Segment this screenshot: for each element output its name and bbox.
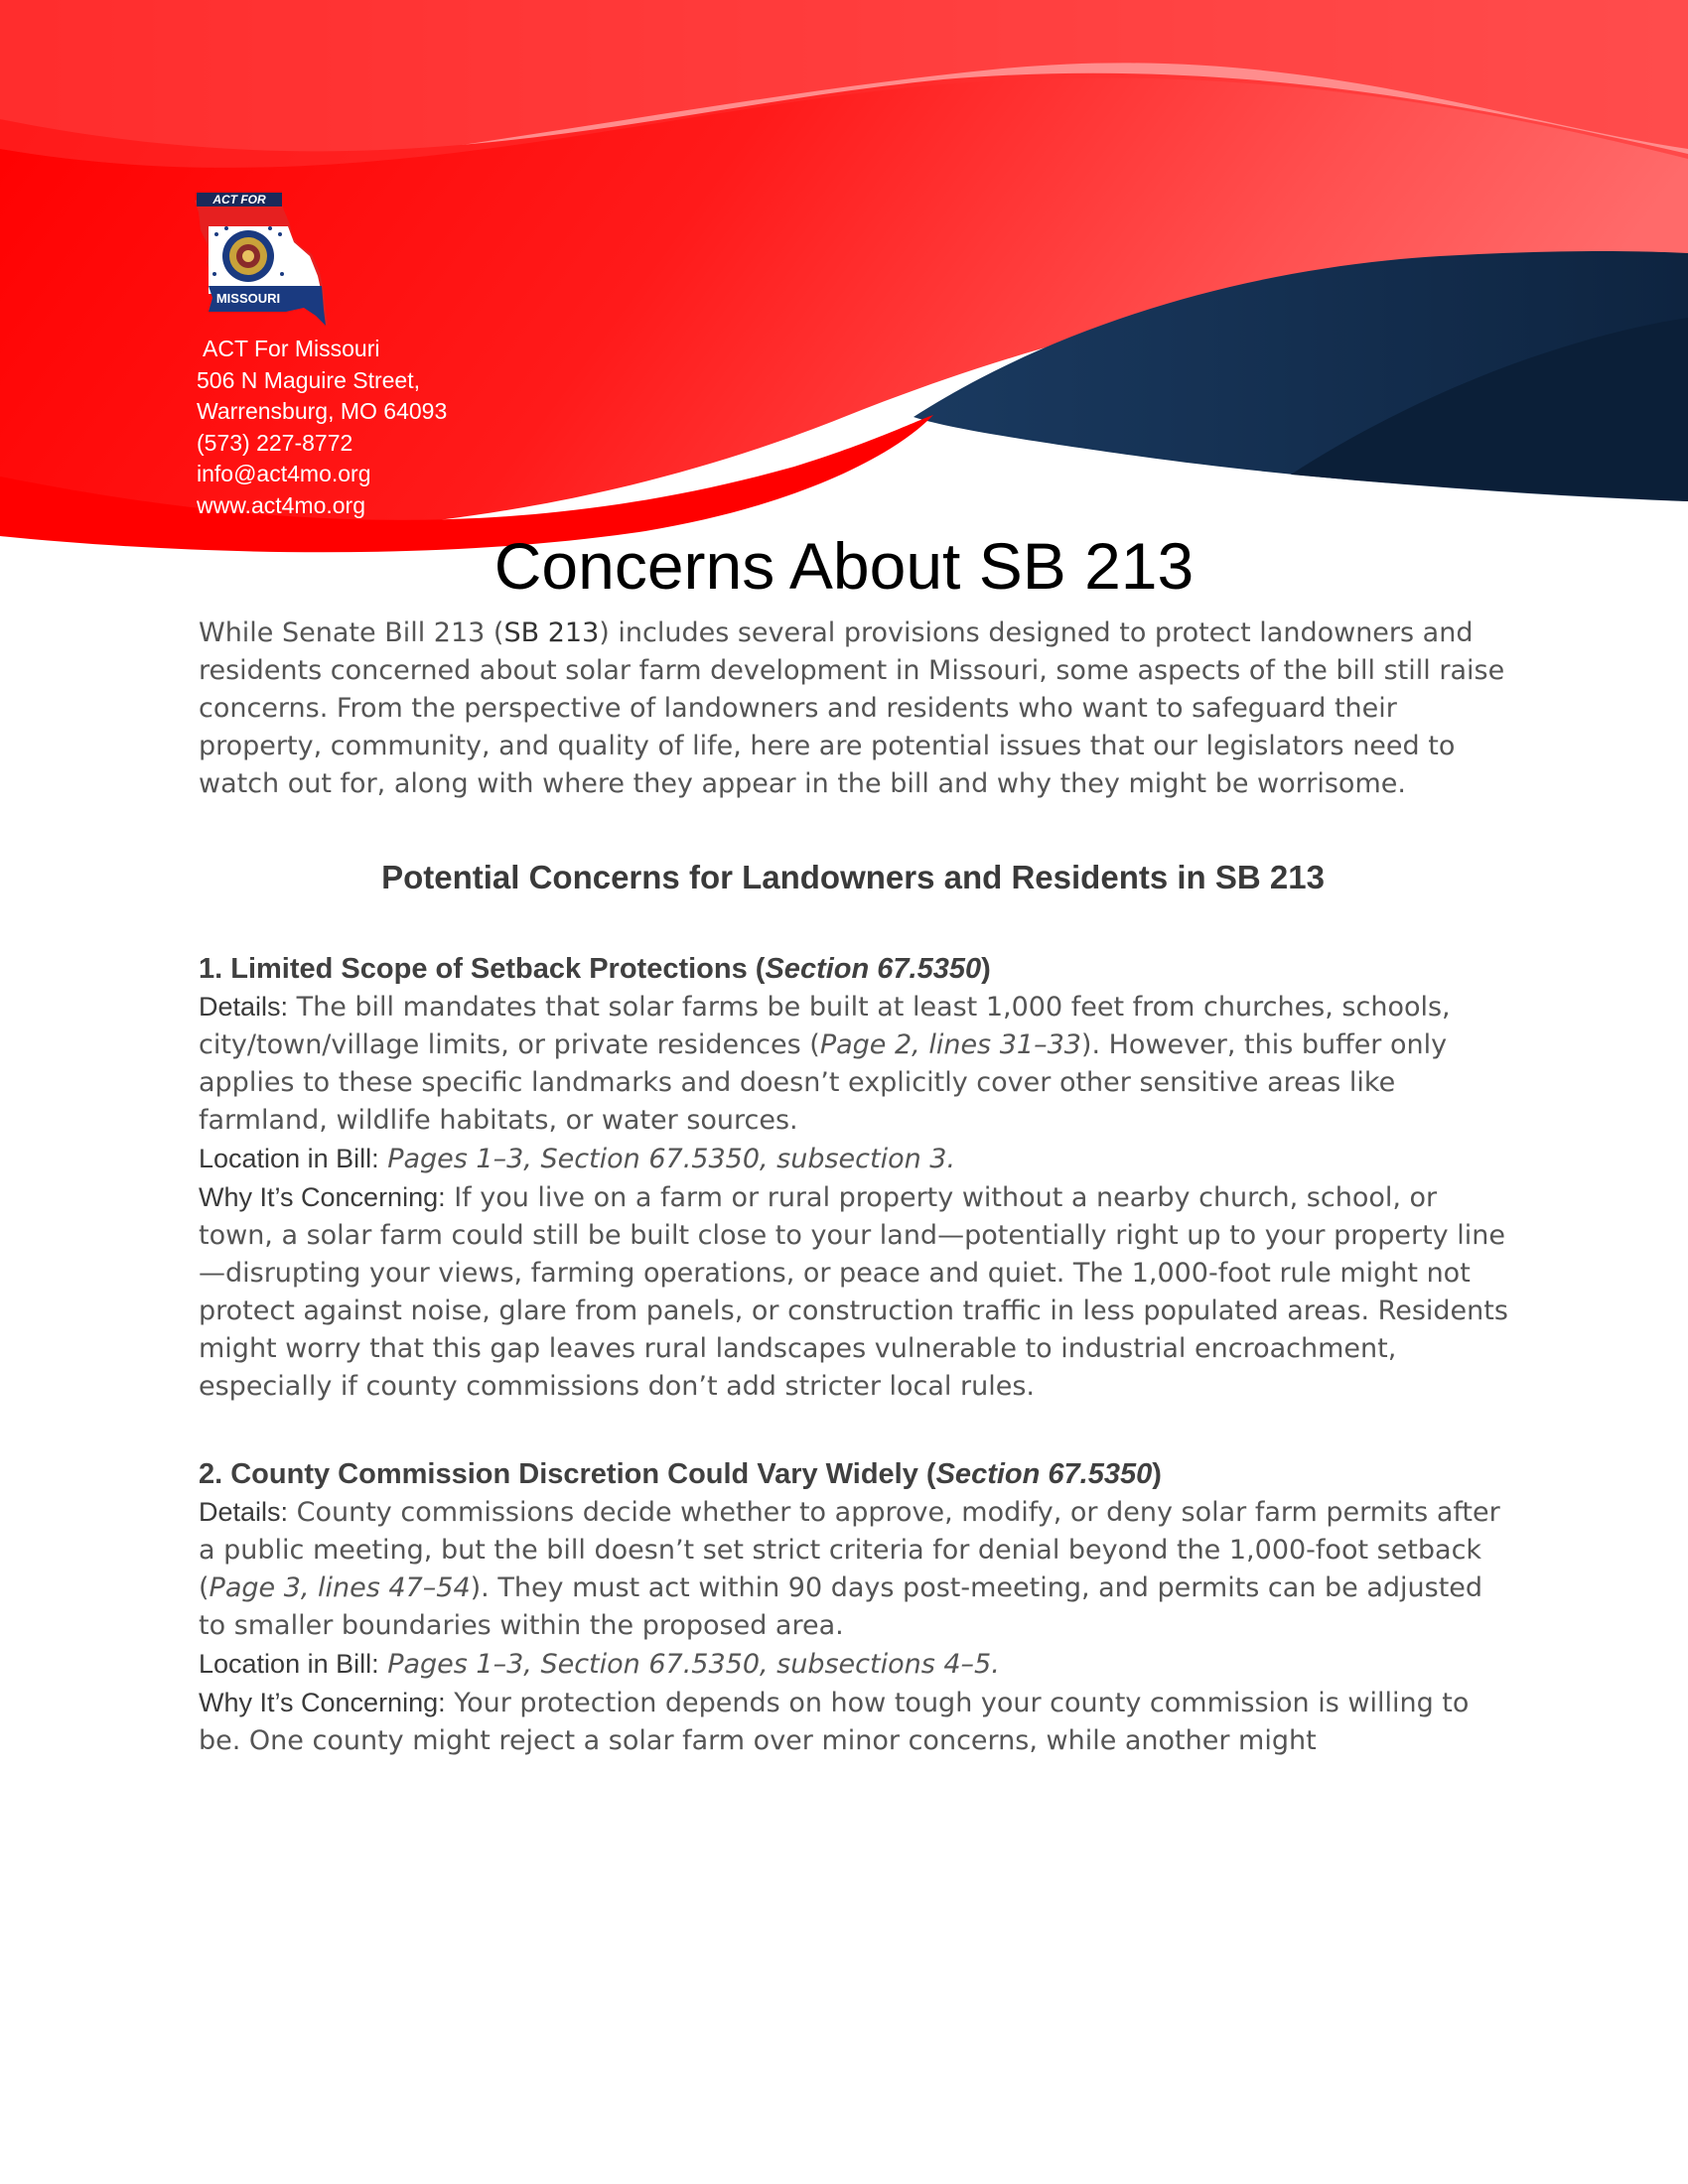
concern-2-why: Why It’s Concerning: Your protection depends on how tough your county commission is willing to be. One county might reject a solar farm over minor concerns, while another might — [199, 1688, 1470, 1756]
org-website: www.act4mo.org — [197, 491, 366, 518]
why-label: Why It’s Concerning: — [199, 1688, 446, 1717]
location-label: Location in Bill: — [199, 1144, 379, 1173]
intro-paragraph: While Senate Bill 213 (SB 213) includes several provisions designed to protect landowners and residents concerned about solar farm development in Missouri, some aspects of the bill still raise concerns. From the perspective of landowners and residents who want to safeguard their property, community, and quality of life, here are potential issues that our legislators need to watch out for, along with where they appear in the bill and why they might be worrisome. — [199, 617, 1505, 799]
org-street: 506 N Maguire Street, — [197, 366, 421, 393]
org-contact-block — [197, 334, 447, 521]
org-phone: (573) 227-8772 — [197, 429, 353, 456]
concern-1-location: Location in Bill: Pages 1–3, Section 67.5350, subsection 3. — [199, 1144, 956, 1174]
concern-2-heading: 2. County Commission Discretion Could Vary Widely (Section 67.5350) — [199, 1458, 1162, 1490]
org-city: Warrensburg, MO 64093 — [197, 398, 448, 424]
details-label: Details: — [199, 1497, 289, 1527]
concern-1-why: Why It’s Concerning: If you live on a farm or rural property without a nearby church, school, or town, a solar farm could still be built close to your land—potentially right up to your property line—disrupting your views, farming operations, or peace and quiet. The 1,000-foot rule might not protect against noise, glare from panels, or construction traffic in less populated areas. Residents might worry that this gap leaves rural landscapes vulnerable to industrial encroachment, especially if county commissions don’t add stricter local rules. — [199, 1182, 1508, 1402]
concern-1-heading: 1. Limited Scope of Setback Protections (Section 67.5350) — [199, 953, 991, 985]
document-body — [199, 614, 1509, 1760]
concern-1-details: Details: The bill mandates that solar farms be built at least 1,000 feet from churches, schools, city/town/village limits, or private residences (Page 2, lines 31–33). However, this buffer only applies to these specific landmarks and doesn’t explicitly cover other sensitive areas like farmland, wildlife habitats, or water sources. — [199, 992, 1451, 1136]
org-name: ACT For Missouri — [203, 336, 380, 361]
logo-text-bottom: MISSOURI — [215, 291, 281, 306]
section-heading: Potential Concerns for Landowners and Residents in SB 213 — [381, 859, 1325, 895]
document-title: Concerns About SB 213 — [493, 529, 1195, 603]
why-label: Why It’s Concerning: — [199, 1182, 446, 1212]
concern-2-location: Location in Bill: Pages 1–3, Section 67.5350, subsections 4–5. — [199, 1649, 1000, 1680]
logo-text-top: ACT FOR — [212, 193, 266, 206]
act-for-missouri-logo — [187, 191, 355, 332]
details-label: Details: — [199, 992, 289, 1022]
org-email: info@act4mo.org — [197, 461, 371, 486]
concern-2-details: Details: County commissions decide whether to approve, modify, or deny solar farm permits after a public meeting, but the bill doesn’t set strict criteria for denial beyond the 1,000-foot setback (Page 3, lines 47–54). They must act within 90 days post-meeting, and permits can be adjusted to smaller boundaries within the proposed area. — [199, 1497, 1500, 1641]
location-label: Location in Bill: — [199, 1649, 379, 1679]
